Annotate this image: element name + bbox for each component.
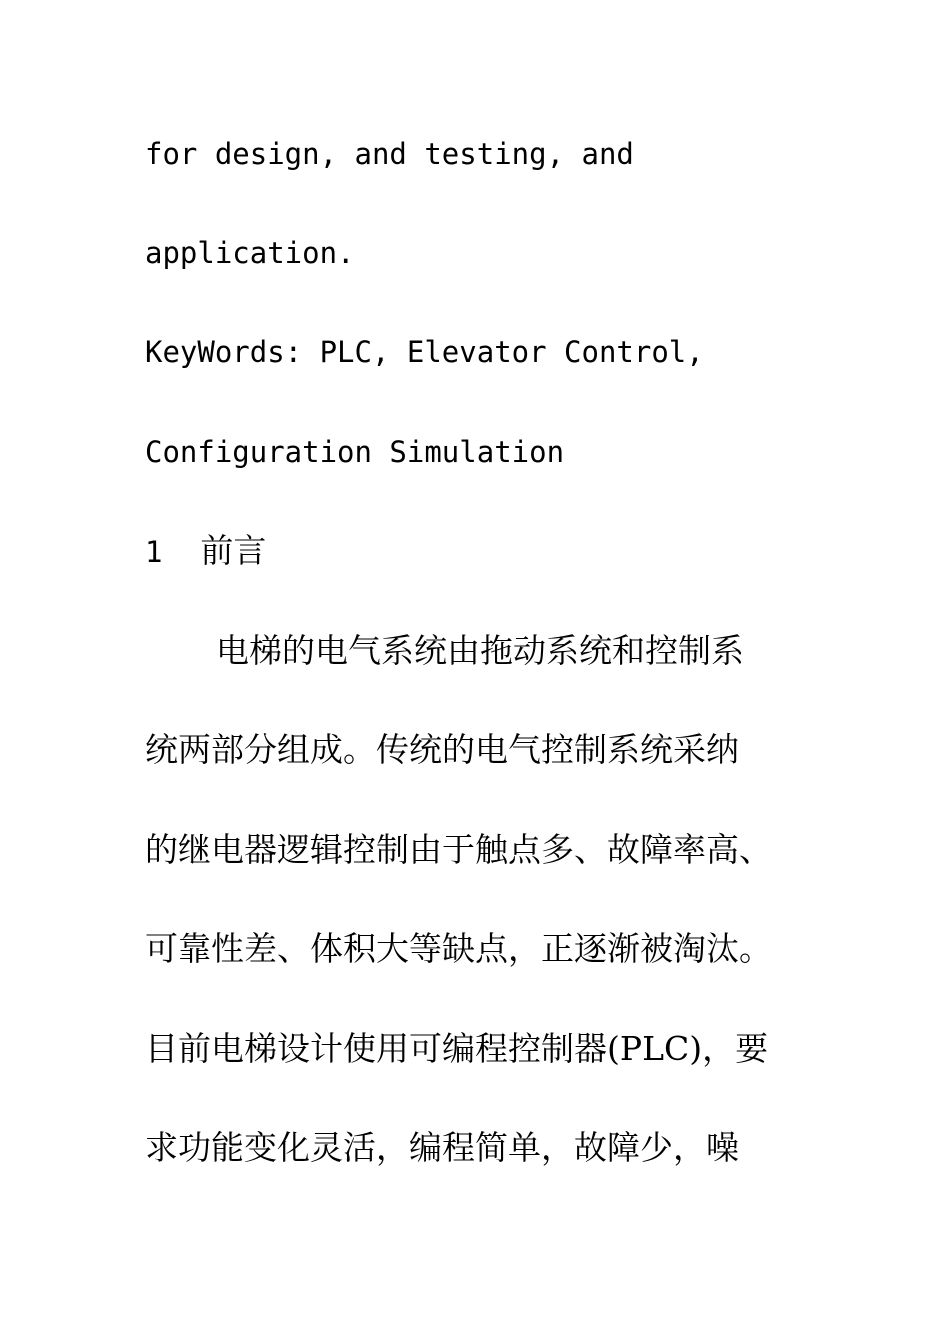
abstract-line-1: for design, and testing, and bbox=[145, 137, 634, 171]
section-heading bbox=[145, 531, 266, 572]
paragraph-line-3: 的继电器逻辑控制由于触点多、故障率高、 bbox=[145, 830, 772, 869]
paragraph-line-4: 可靠性差、体积大等缺点，正逐渐被淘汰。 bbox=[145, 929, 772, 968]
paragraph-line-5: 目前电梯设计使用可编程控制器(PLC)，要 bbox=[145, 1029, 769, 1068]
paragraph-line-1: 电梯的电气系统由拖动系统和控制系 bbox=[216, 631, 744, 670]
abstract-line-2: application. bbox=[145, 236, 355, 270]
paragraph-line-6: 求功能变化灵活，编程简单，故障少，噪 bbox=[145, 1128, 739, 1167]
section-title: 前言 bbox=[200, 531, 267, 570]
keywords-line-2: Configuration Simulation bbox=[145, 435, 565, 469]
section-number: 1 bbox=[145, 535, 163, 569]
paragraph-line-2: 统两部分组成。传统的电气控制系统采纳 bbox=[145, 730, 739, 769]
keywords-line-1: KeyWords: PLC, Elevator Control, bbox=[145, 335, 704, 369]
